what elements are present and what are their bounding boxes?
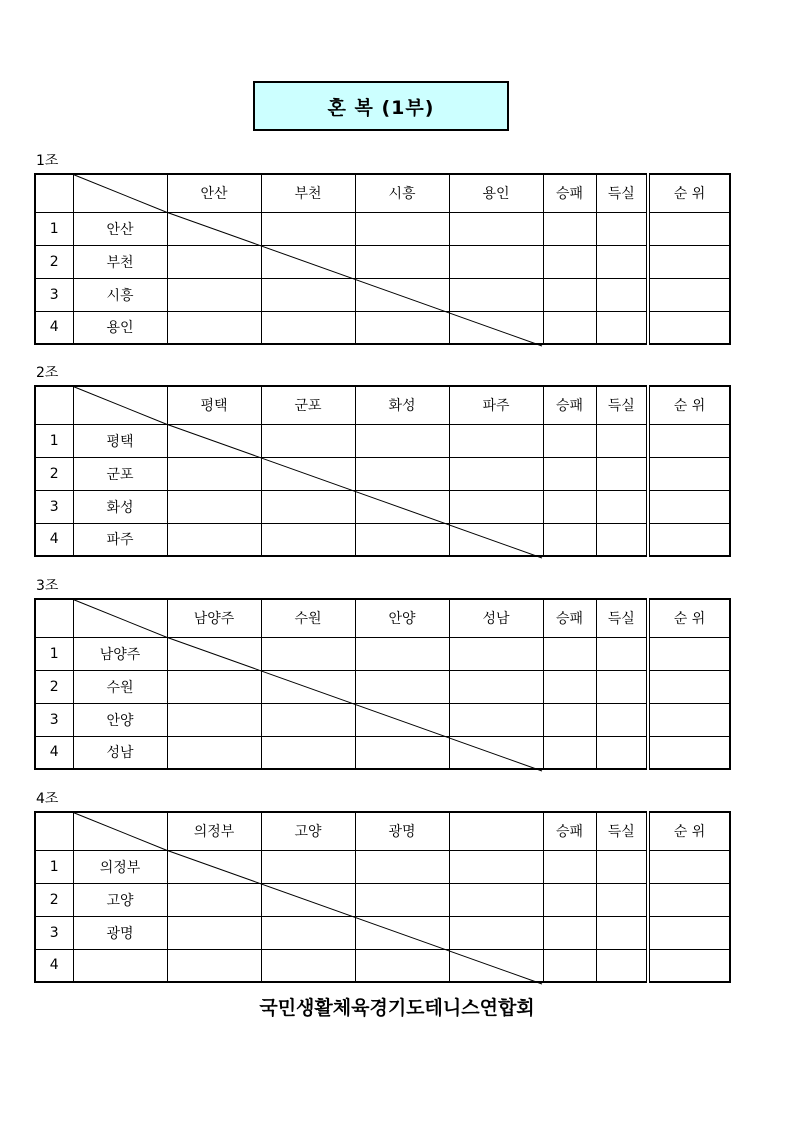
row-number: 4 [35,523,73,556]
col-team-4: 성남 [449,599,543,637]
table-row [35,212,730,245]
row-team: 용인 [73,311,167,344]
corner-cell [73,174,167,212]
row-team: 화성 [73,490,167,523]
row-team: 의정부 [73,850,167,883]
row-team [73,949,167,982]
table-row [35,311,730,344]
col-team-2: 부천 [261,174,355,212]
table-row [35,949,730,982]
col-team-2: 군포 [261,386,355,424]
group-label-4: 4조 [36,791,59,807]
row-number: 2 [35,670,73,703]
group-label-2: 2조 [36,365,59,381]
col-team-4: 용인 [449,174,543,212]
group-table-2 [34,385,731,557]
col-team-1: 안산 [167,174,261,212]
row-number: 1 [35,424,73,457]
table-row [35,245,730,278]
row-team: 고양 [73,883,167,916]
table-row [35,523,730,556]
row-team: 시흥 [73,278,167,311]
col-win-loss: 승패 [543,599,596,637]
table-row [35,457,730,490]
row-team: 안양 [73,703,167,736]
group-label-3: 3조 [36,578,59,594]
col-team-3: 광명 [355,812,449,850]
col-win-loss: 승패 [543,174,596,212]
page-title: 혼 복 (1부) [253,81,509,131]
col-team-2: 고양 [261,812,355,850]
table-row [35,637,730,670]
col-team-3: 시흥 [355,174,449,212]
col-points: 득실 [596,174,648,212]
col-team-1: 의정부 [167,812,261,850]
col-team-4 [449,812,543,850]
group-table-3 [34,598,731,770]
row-team: 안산 [73,212,167,245]
organization-name: 국민생활체육경기도테니스연합회 [259,997,535,1019]
row-number: 1 [35,850,73,883]
col-win-loss: 승패 [543,812,596,850]
row-number: 2 [35,245,73,278]
table-row [35,424,730,457]
table-row [35,670,730,703]
row-number: 2 [35,883,73,916]
col-rank: 순 위 [648,174,730,212]
row-team: 성남 [73,736,167,769]
col-team-2: 수원 [261,599,355,637]
row-team: 부천 [73,245,167,278]
row-number: 3 [35,703,73,736]
row-team: 군포 [73,457,167,490]
col-points: 득실 [596,386,648,424]
col-team-3: 화성 [355,386,449,424]
group-table-4 [34,811,731,983]
col-rank: 순 위 [648,386,730,424]
col-win-loss: 승패 [543,386,596,424]
corner-cell [73,386,167,424]
table-row [35,490,730,523]
row-number: 1 [35,637,73,670]
table-row [35,883,730,916]
col-points: 득실 [596,599,648,637]
group-table-1 [34,173,731,345]
row-team: 수원 [73,670,167,703]
row-number: 3 [35,278,73,311]
row-number: 4 [35,311,73,344]
table-row [35,736,730,769]
col-team-4: 파주 [449,386,543,424]
row-team: 평택 [73,424,167,457]
row-number: 1 [35,212,73,245]
table-row [35,703,730,736]
col-rank: 순 위 [648,599,730,637]
col-team-3: 안양 [355,599,449,637]
row-team: 파주 [73,523,167,556]
corner-cell [73,812,167,850]
row-team: 남양주 [73,637,167,670]
row-number: 2 [35,457,73,490]
row-number: 4 [35,949,73,982]
col-team-1: 평택 [167,386,261,424]
corner-cell [73,599,167,637]
col-points: 득실 [596,812,648,850]
table-row [35,916,730,949]
row-team: 광명 [73,916,167,949]
col-team-1: 남양주 [167,599,261,637]
table-row [35,850,730,883]
row-number: 4 [35,736,73,769]
table-row [35,278,730,311]
col-rank: 순 위 [648,812,730,850]
group-label-1: 1조 [36,153,59,169]
row-number: 3 [35,490,73,523]
row-number: 3 [35,916,73,949]
